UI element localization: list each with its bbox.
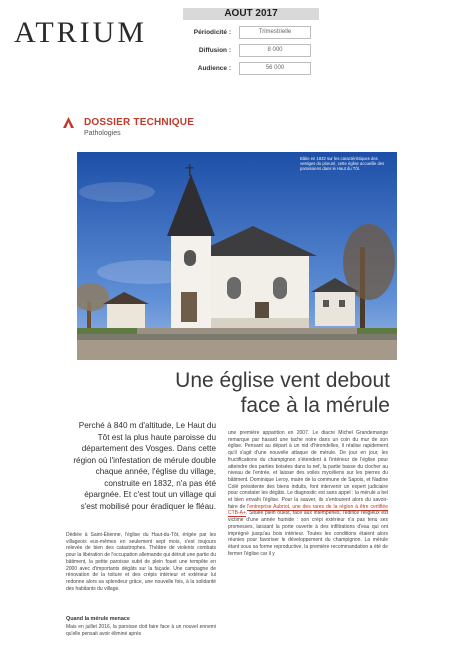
meta-audience [183,62,373,75]
article-intro: Perché à 840 m d'altitude, Le Haut du Tôt est la plus haute paroisse du département des Vosges. Dans cette région où l'infestation de mérule double chaque année, l'église du village, construite en 1832, n'a pas été épargnée. Et c'est tout un village qui s'est mobilisé pour éradiquer le fléau. [73,421,216,511]
meta-distribution [183,44,373,57]
photo-caption: Bâtie en 1832 sur les caractéristiques des vestiges du prieuré, cette église accueille des paroissiens dans le Haut du Tôt. [300,156,385,172]
meta-label: Audience : [197,65,231,72]
church-photo [77,152,397,360]
headline-line-2: face à la mérule [240,394,390,417]
meta-periodicity [183,26,373,39]
meta-label: Diffusion : [198,47,231,54]
meta-value: Trimestrielle [239,26,311,39]
masthead-logo: ATRIUM [14,16,148,49]
section-title: DOSSIER TECHNIQUE [84,117,195,128]
body-subhead: Quand la mérule menace [66,616,130,622]
section-subtitle: Pathologies [84,130,121,137]
meta-label: Périodicité : [193,29,231,36]
body-column-right [228,430,388,557]
highlighted-company-text: l'entreprise Aubriot, une des rares de la région à être certifiée CTB-A+ [228,503,388,517]
issue-date: AOUT 2017 [183,8,319,20]
body-column-left-top: Dédiée à Saint-Étienne, l'église du Haut-du-Tôt, érigée par les villageois eux-mêmes en seulement sept mois, s'est toujours relevée de bien des catastrophes. Théâtre de violents combats pour la libération de l'occupation allemande qui détruit une partie du bâtiment, la petite paroisse subit de plein fouet une tempête en 2000 avec d'importants dégâts sur la façade. Une campagne de rénovation de la toiture et des crépis intérieur et extérieur lui redonne alors sa splendeur grâce, une nouvelle fois, à la solidarité des habitants du village. [66,532,216,592]
body-right-part-b: . Située plein ouest, face aux intempéries, l'édifice religieux est victime d'une année humide : son crépi extérieur n'a pas tenu ses promesses, laissant la porte ouverte à des infiltrations d'eau qui ont imprégné jusqu'au bois intérieur. Toutes les conditions étaient alors réunies pour favoriser le développement du champignon. La mérule étant sous sa forme reproductive, la première recommandation a été de fermer l'église car il y [228,510,388,557]
meta-value: 56 000 [239,62,311,75]
body-column-left-bottom: Mais en juillet 2016, la paroisse doit faire face à un nouvel ennemi qu'elle pensait avoir éliminé après [66,624,216,637]
section-logo-icon [62,116,75,129]
body-right-part-a: une première apparition en 2007. Le diacre Michel Grandemange remarque par hasard une tache noire dans un coin du mur de son église. Pensant au départ à un nid d'hirondelles, il réalise rapidement qu'il s'agit d'une nouvelle attaque de mérule. De jour en jour, les fructifications du champignon s'étendent à l'intérieur de l'église pour atteindre des parties boisées dans la nef, la partie basse du clocher au niveau de l'entrée, et laisser des voiles mycéliens sur les pierres du bâtiment. Dominique Leroy, maire de la commune de Sapois, et Nadine Colé présidente des biens induits, font intervenir un expert judiciaire pour constater les dégâts. Le diagnostic est sans appel : la mérule a bel et bien envahi l'église. Pour la sauver, ils s'entourent alors du savoir-faire de [228,430,388,510]
meta-value: 8 000 [239,44,311,57]
headline-line-1: Une église vent debout [175,369,390,392]
article-headline [60,368,390,418]
